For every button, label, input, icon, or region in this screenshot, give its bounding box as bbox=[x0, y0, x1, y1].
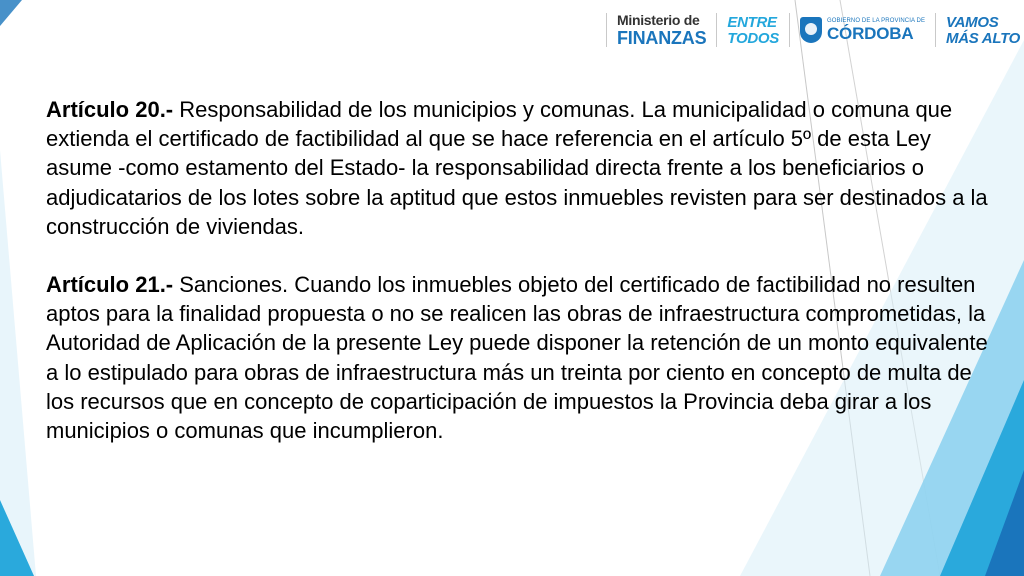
logo-line: Ministerio de bbox=[617, 12, 700, 28]
divider bbox=[789, 13, 790, 47]
entre-todos-logo bbox=[727, 15, 779, 46]
logo-line: TODOS bbox=[727, 29, 779, 47]
article-text: Sanciones. Cuando los inmuebles objeto del certificado de factibilidad no resulten aptos para la finalidad propuesta o no se realicen las obras de infraestructura comprometidas, la Autoridad de Aplicación de la presente Ley puede disponer la retención de un monto equivalente a lo estipulado para obras de infraestructura más un treinta por ciento en concepto de multa de los recursos que en concepto de coparticipación de impuestos la Provincia deba girar a los municipios o comunas que incumplieron. bbox=[46, 272, 988, 444]
logo-line: MÁS ALTO bbox=[946, 29, 1021, 47]
logo-line: FINANZAS bbox=[617, 28, 707, 48]
logo-line: GOBIERNO DE LA PROVINCIA DE bbox=[826, 18, 926, 24]
vamos-mas-alto-logo bbox=[946, 15, 1020, 46]
article-paragraph bbox=[46, 95, 996, 241]
gobierno-cordoba-text bbox=[827, 18, 925, 42]
article-label: Artículo 20.- bbox=[46, 97, 174, 122]
logo-line: ENTRE bbox=[727, 13, 777, 31]
logo-line: CÓRDOBA bbox=[826, 24, 914, 43]
header-logos bbox=[596, 8, 1024, 52]
deco-shape bbox=[0, 0, 22, 26]
article-label: Artículo 21.- bbox=[46, 272, 174, 298]
divider bbox=[716, 13, 717, 47]
article-text: Responsabilidad de los municipios y comunas. La municipalidad o comuna que extienda el certificado de factibilidad al que se hace referencia en el artículo 5º de esta Ley asume -como estamento del Estado- la responsabilidad directa frente a los beneficiarios o adjudicatarios de los lotes sobre la aptitud que estos inmuebles revisten para ser destinados a la construcción de viviendas. bbox=[46, 97, 988, 239]
ministerio-finanzas-logo bbox=[617, 13, 706, 47]
divider bbox=[935, 13, 936, 47]
divider bbox=[606, 13, 607, 47]
logo-line: VAMOS bbox=[946, 13, 999, 31]
article-paragraph bbox=[46, 270, 996, 445]
gobierno-cordoba-logo bbox=[800, 17, 925, 43]
slide-content bbox=[46, 95, 996, 445]
crest-icon bbox=[800, 17, 822, 43]
